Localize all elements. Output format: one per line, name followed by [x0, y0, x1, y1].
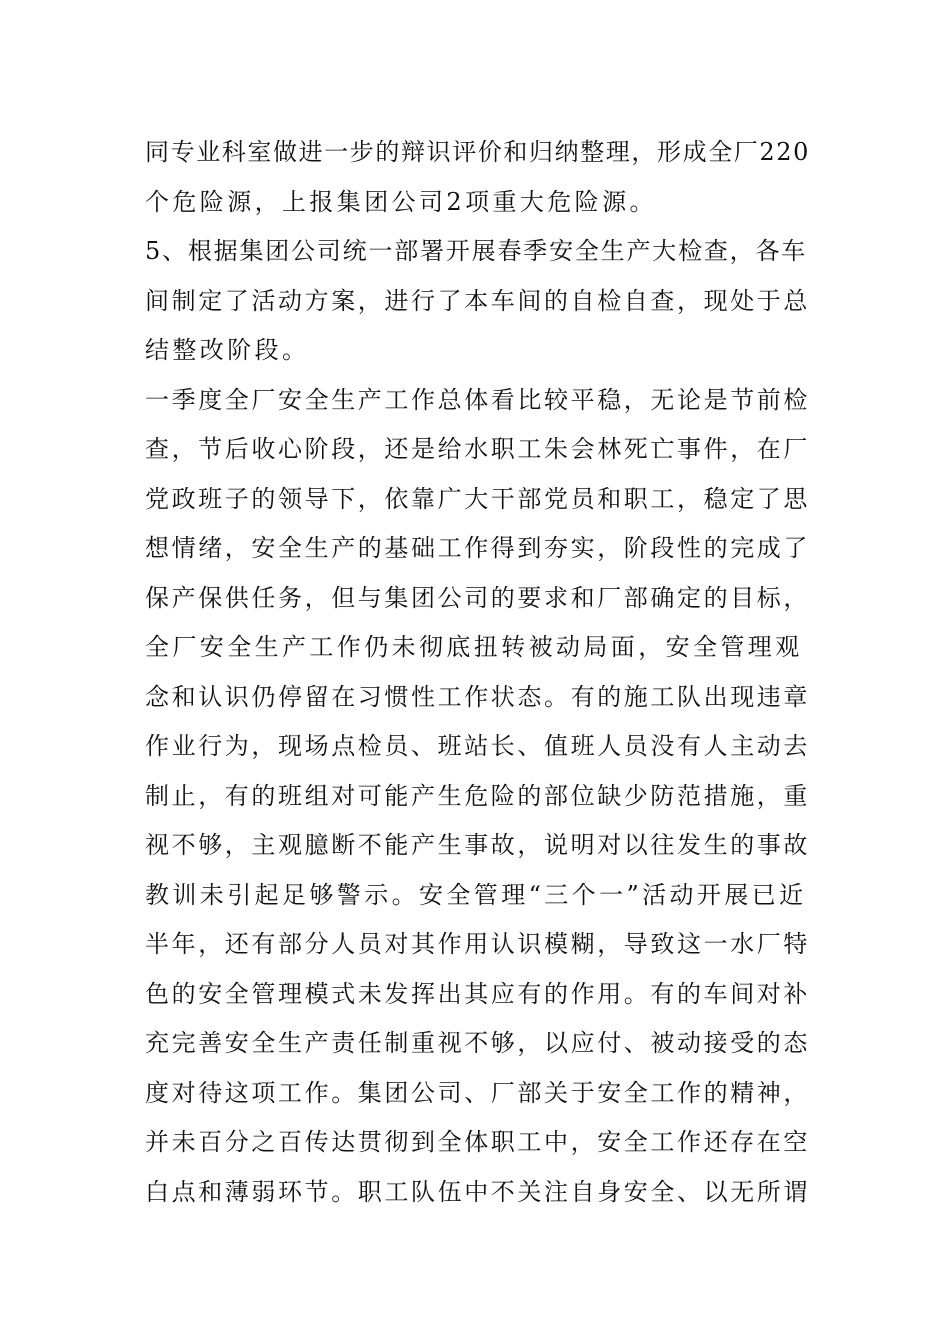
- text-line: 作业行为，现场点检员、班站长、值班人员没有人主动去: [145, 732, 810, 760]
- text-line: 个危险源，上报集团公司2项重大危险源。: [145, 187, 657, 216]
- text-line: 5、根据集团公司统一部署开展春季安全生产大检查，各车: [145, 237, 808, 265]
- text-line: 全厂安全生产工作仍未彻底扭转被动局面，安全管理观: [145, 633, 803, 661]
- text-line: 制止，有的班组对可能产生危险的部位缺少防范措施，重: [145, 781, 810, 810]
- text-line: 同专业科室做进一步的辩识评价和归纳整理，形成全厂220: [145, 138, 811, 166]
- text-line: 结整改阶段。: [145, 336, 310, 364]
- document-body: [145, 128, 810, 1217]
- text-line: 查，节后收心阶段，还是给水职工朱会林死亡事件，在厂: [145, 435, 810, 463]
- text-line: 白点和薄弱环节。职工队伍中不关注自身安全、以无所谓: [145, 1177, 810, 1206]
- text-line: 间制定了活动方案，进行了本车间的自检自查，现处于总: [145, 286, 810, 315]
- text-line: 教训未引起足够警示。安全管理“三个一”活动开展已近: [145, 880, 807, 909]
- text-line: 度对待这项工作。集团公司、厂部关于安全工作的精神，: [145, 1078, 810, 1107]
- text-line: 半年，还有部分人员对其作用认识模糊，导致这一水厂特: [145, 930, 810, 958]
- text-line: 念和认识仍停留在习惯性工作状态。有的施工队出现违章: [145, 682, 810, 711]
- text-line: 保产保供任务，但与集团公司的要求和厂部确定的目标，: [145, 583, 810, 612]
- text-line: 并未百分之百传达贯彻到全体职工中，安全工作还存在空: [145, 1128, 810, 1156]
- text-line: 党政班子的领导下，依靠广大干部党员和职工，稳定了思: [145, 484, 810, 513]
- text-line: 一季度全厂安全生产工作总体看比较平稳，无论是节前检: [145, 385, 810, 414]
- text-line: 视不够，主观臆断不能产生事故，说明对以往发生的事故: [145, 831, 810, 859]
- text-line: 充完善安全生产责任制重视不够，以应付、被动接受的态: [145, 1029, 810, 1057]
- text-line: 想情绪，安全生产的基础工作得到夯实，阶段性的完成了: [145, 534, 810, 562]
- text-line: 色的安全管理模式未发挥出其应有的作用。有的车间对补: [145, 979, 810, 1008]
